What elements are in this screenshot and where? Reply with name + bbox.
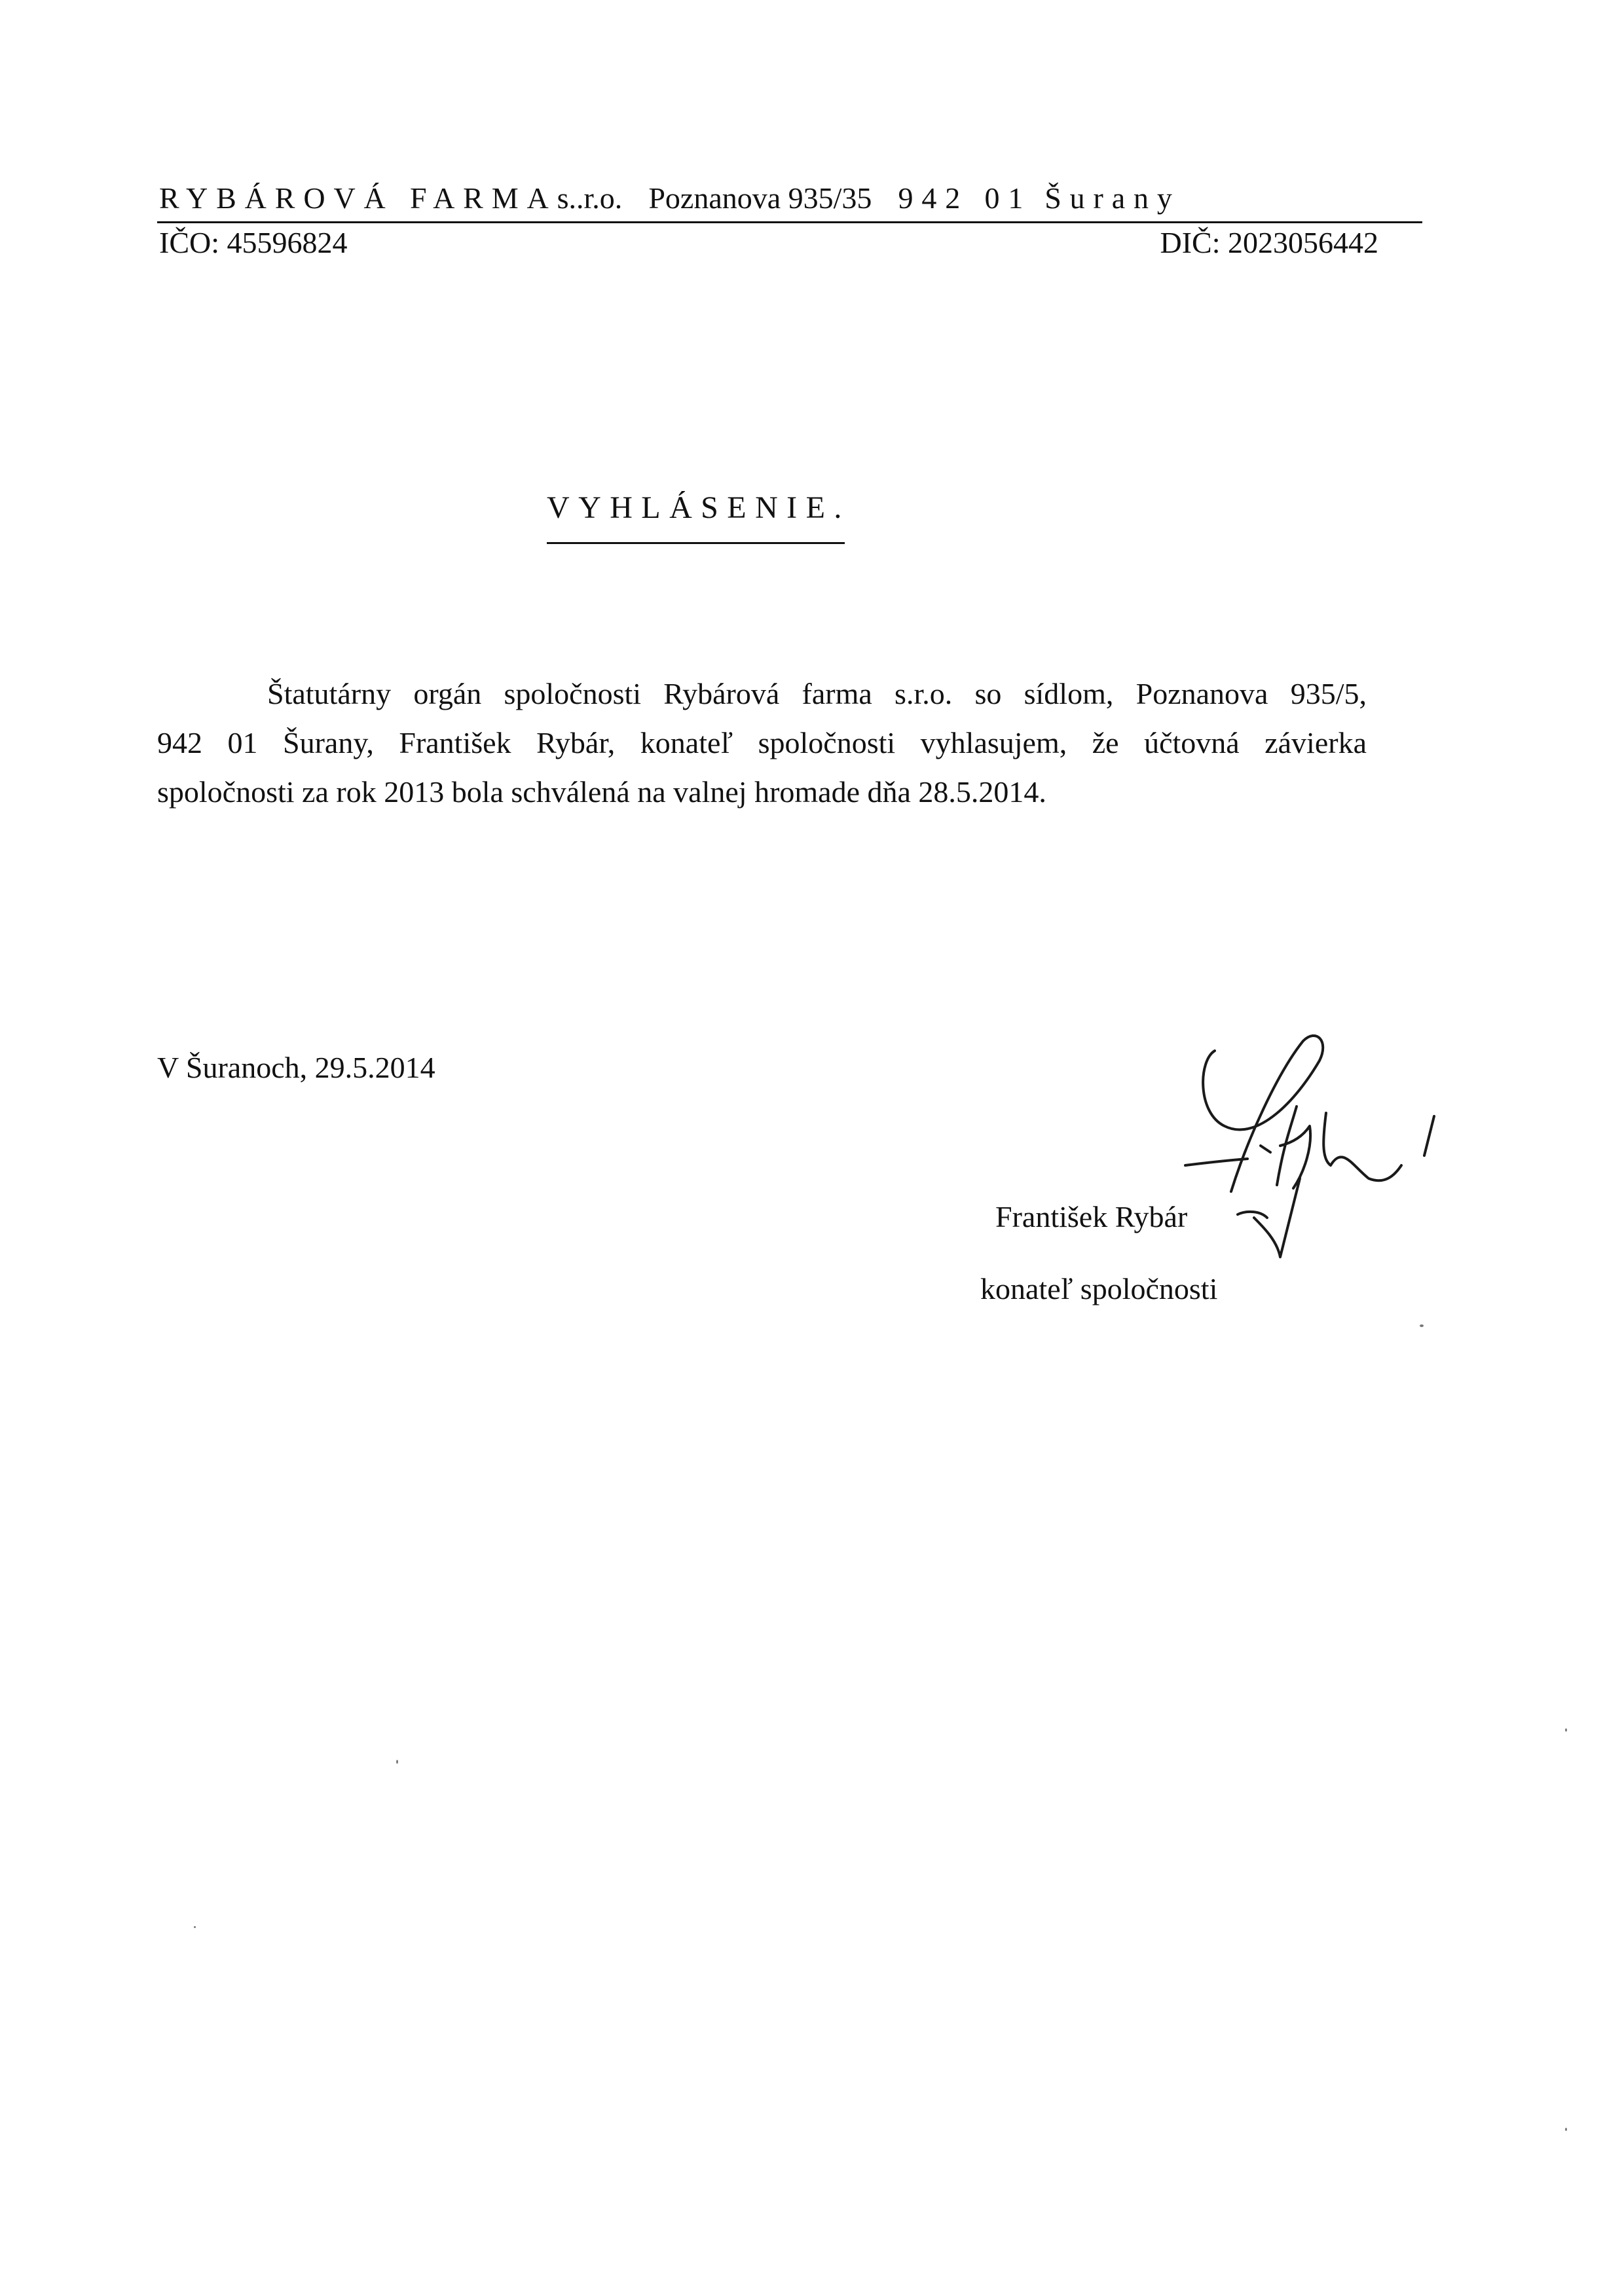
- company-ico: IČO: 45596824: [159, 226, 348, 259]
- handwritten-signature: [1126, 1015, 1441, 1290]
- letterhead-line: [159, 183, 1285, 213]
- scan-speck: [1565, 2128, 1567, 2131]
- scan-speck: [396, 1760, 398, 1764]
- company-name: RYBÁROVÁ FARMA: [159, 181, 557, 215]
- company-dic: DIČ: 2023056442: [1160, 226, 1378, 259]
- company-city: Šurany: [1044, 181, 1181, 215]
- document-title: VYHLÁSENIE.: [547, 490, 851, 525]
- scan-speck: [1565, 1728, 1567, 1732]
- signatory-name: František Rybár: [995, 1200, 1188, 1233]
- body-line: Štatutárny orgán spoločnosti Rybárová farma s.r.o. so sídlom, Poznanova 935/5,: [267, 677, 1367, 710]
- letterhead-rule: [157, 221, 1422, 223]
- body-paragraph: [157, 669, 1367, 816]
- place-date: V Šuranoch, 29.5.2014: [157, 1051, 435, 1084]
- body-line: spoločnosti za rok 2013 bola schválená na valnej hromade dňa 28.5.2014.: [157, 775, 1046, 809]
- legal-form: s..r.o.: [557, 181, 623, 215]
- scan-speck: [194, 1926, 196, 1928]
- scan-speck: [1420, 1324, 1424, 1327]
- company-street: Poznanova 935/35: [648, 181, 872, 215]
- body-line: 942 01 Šurany, František Rybár, konateľ spoločnosti vyhlasujem, že účtovná závierka: [157, 726, 1367, 759]
- signatory-role: konateľ spoločnosti: [980, 1272, 1218, 1305]
- title-underline: [547, 542, 845, 544]
- company-postcode: 942 01: [898, 181, 1032, 215]
